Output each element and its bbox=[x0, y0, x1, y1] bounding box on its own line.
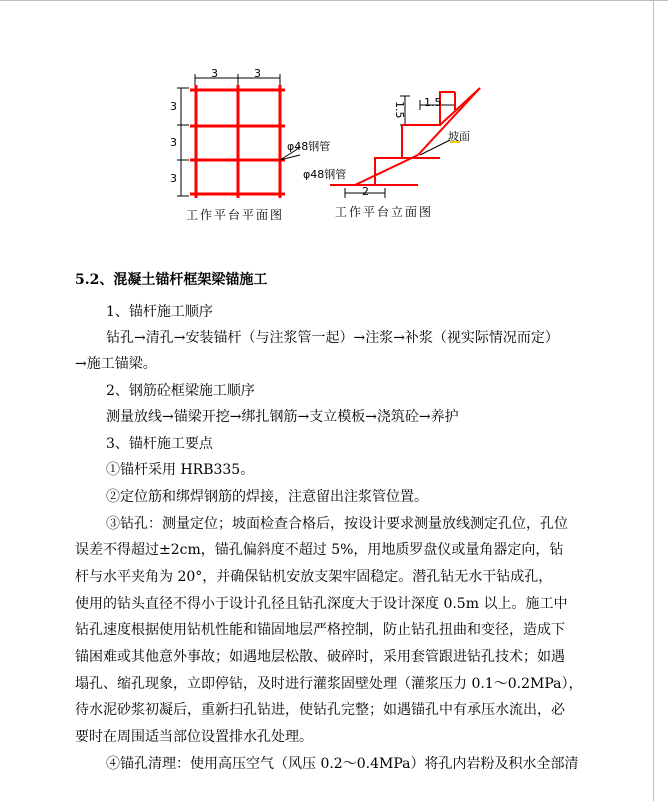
plan-grid bbox=[190, 85, 285, 198]
plan-dimension-lines bbox=[177, 74, 280, 196]
paragraph-line: →施工锚梁。 bbox=[75, 356, 157, 372]
paragraph-line: 待水泥砂浆初凝后，重新扫孔钻进，使钻孔完整；如遇锚孔中有承压水流出，必 bbox=[75, 702, 565, 718]
paragraph-line: ②定位筋和绑焊钢筋的焊接，注意留出注浆管位置。 bbox=[106, 489, 428, 505]
section-heading: 5.2、混凝土锚杆框架梁锚施工 bbox=[75, 272, 268, 288]
paragraph-line: ①锚杆采用 HRB335。 bbox=[106, 462, 255, 478]
paragraph-line: 杆与水平夹角为 20°，并确保钻机安放支架牢固稳定。潜孔钻无水干钻成孔， bbox=[75, 569, 553, 585]
elev-dim-bottom: 2 bbox=[362, 185, 369, 198]
paragraph-line: 钻孔→清孔→安装锚杆（与注浆管一起）→注浆→补浆（视实际情况而定） bbox=[106, 330, 559, 346]
paragraph-line: 钻孔速度根据使用钻机性能和锚固地层严格控制，防止钻孔扭曲和变径，造成下 bbox=[75, 622, 565, 638]
pipe-label-upper: φ48钢管 bbox=[287, 140, 331, 153]
plan-dim-left-3: 3 bbox=[170, 172, 177, 185]
plan-dim-left-1: 3 bbox=[170, 100, 177, 113]
work-platform-figure bbox=[0, 0, 668, 240]
subheading-2: 2、钢筋砼框梁施工顺序 bbox=[106, 383, 255, 399]
elev-dim-vertical: 1.5 bbox=[393, 101, 406, 119]
paragraph-line: 误差不得超过±2cm，锚孔偏斜度不超过 5%，用地质罗盘仪或量角器定向，钻 bbox=[75, 542, 564, 558]
plan-dim-top-1: 3 bbox=[211, 67, 218, 80]
subheading-3: 3、锚杆施工要点 bbox=[106, 436, 213, 452]
paragraph-line: ③钻孔：测量定位；坡面检查合格后，按设计要求测量放线测定孔位，孔位 bbox=[106, 516, 568, 532]
paragraph-line: 锚困难或其他意外事故；如遇地层松散、破碎时，采用套管跟进钻孔技术；如遇 bbox=[75, 649, 565, 665]
subheading-1: 1、锚杆施工顺序 bbox=[106, 304, 213, 320]
slope-label: 坡面 bbox=[448, 130, 470, 143]
paragraph-line: 要时在周围适当部位设置排水孔处理。 bbox=[75, 729, 313, 745]
pipe-label-lower: φ48钢管 bbox=[303, 168, 347, 181]
paragraph-line: 塌孔、缩孔现象，立即停钻，及时进行灌浆固壁处理（灌浆压力 0.1～0.2MPa）， bbox=[75, 676, 583, 692]
paragraph-line: 测量放线→锚梁开挖→绑扎钢筋→支立模板→浇筑砼→养护 bbox=[106, 409, 459, 425]
elev-dim-horizontal: 1.5 bbox=[424, 96, 442, 109]
work-platform-drawing bbox=[0, 0, 668, 240]
paragraph-line: 使用的钻头直径不得小于设计孔径且钻孔深度大于设计深度 0.5m 以上。施工中 bbox=[75, 596, 568, 612]
plan-dim-left-2: 3 bbox=[170, 136, 177, 149]
plan-dim-top-2: 3 bbox=[254, 67, 261, 80]
elevation-caption: 工作平台立面图 bbox=[335, 205, 434, 219]
plan-caption: 工作平台平面图 bbox=[186, 208, 285, 222]
paragraph-line: ④锚孔清理：使用高压空气（风压 0.2～0.4MPa）将孔内岩粉及积水全部清 bbox=[106, 756, 579, 772]
